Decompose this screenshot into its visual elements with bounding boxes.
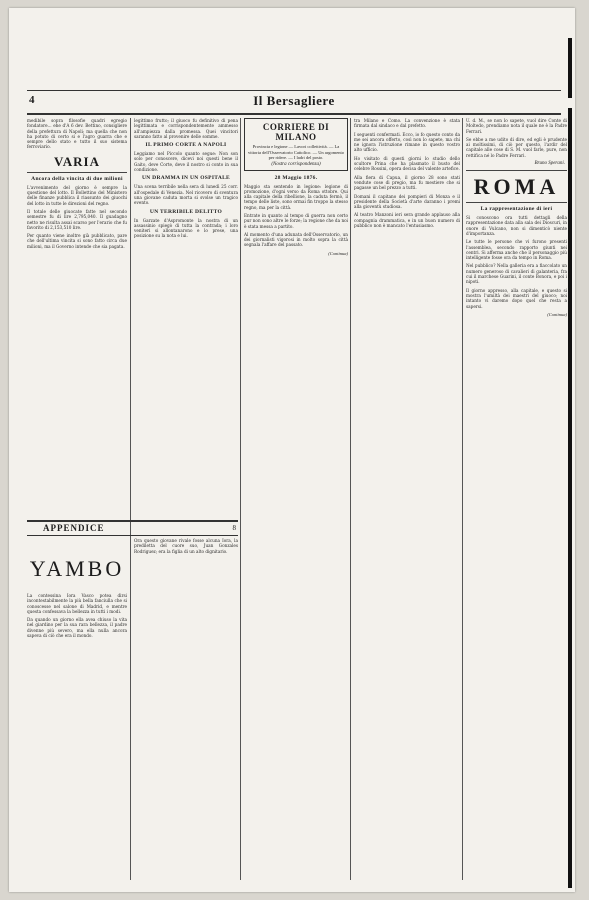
varia-heading: VARIA xyxy=(27,154,127,173)
roma-body: Il giorno appresso, alla capitale, e questo si mostra l'umiltà dei maestri del giuoco; noi intanto vi daremo dopo quel che resta a sapersi. xyxy=(466,287,567,309)
column-5-intro-2: Se ebbe a me udito di dire, ed egli è prudente ai moltissimi, di ciò per questo, l'ardir del capitale alle cose di S. M. vuol farle, pure, non rettifica né lo Padre Ferrari. xyxy=(466,136,567,158)
roma-body: Le tutte le persone che vi furono presenti l'assemblea, secondo rapporto giunti nei centri. Si afferma anche che il personaggio più intelligente fosse ora da tempo in Roma. xyxy=(466,239,567,261)
roma-subtitle: La rappresentazione di ieri xyxy=(480,206,553,213)
varia-body: L'avvenimento del giorno è sempre la questione del lotto. Il Bollettino del Ministero delle finanze pubblica il riassunto dei giuochi del lotto in tutte le direzioni del regno. xyxy=(27,184,127,206)
corriere-summary: Provincia e legione — Lavori collettività. — La vittoria dell'Osservatorio Cattolico. — Un argomento per ridere. — I ladri del posto. xyxy=(248,144,344,160)
corriere-box xyxy=(244,118,348,171)
column-4-body: Ho visitato di questi giorni lo studio dello scultore Prina che ha plasmato il busto del celebre Rossini, opera decisa del valente artefice. xyxy=(354,155,460,172)
article-body: Leggiamo nel Piccolo quanto segue: Non son solo per conoscere, dicevi noi questi bene il Gaito, deve Corte, deve il nostro si conto in sua condizione. xyxy=(134,151,238,173)
column-rule xyxy=(130,118,131,880)
roma-body: Nel pubblico? Nella galleria era a fiaccolato un numero generoso di cavalieri di galanteria, fra cui il marchese Guarini, il conte Bonora, e poi i nipoti. xyxy=(466,263,567,285)
column-4-intro: tra Milano e Como. La convenzione è stata firmata dal sindaco e dal prefetto. xyxy=(354,118,460,129)
appendice-number: 8 xyxy=(232,524,236,532)
appendice-bar xyxy=(27,520,238,536)
masthead xyxy=(27,90,561,115)
article-body: In Garzate d'Aspromonte la nostra di un assassinio spiegò di tutta la contrada; i loro veniteri si allontanarono e lo prese, una posizione su la nota e lui. xyxy=(134,217,238,239)
column-3-body: Al momento d'una adunata dell'Osservatorio, un dei giornalisti vigorosi in molto sopra la città segnala l'affare del passato. xyxy=(244,231,348,248)
column-4-body: I seguenti confermati. Ecco, io fo questo conto da me sei ancora offerto, così non lo sapete, ma chi ne ignora l'istruzione rimane in questo vostro alto ufficio. xyxy=(354,131,460,153)
column-4-body: Al teatro Manzoni ieri sera grande applauso alla compagnia drammatica, e in un buon numero di pubblico non è mancato l'entusiasmo. xyxy=(354,212,460,229)
column-3-body: Maggio sta sentendo in legione: legione di promozione, d'ogni verso da Roma ottobre. Qui alla capitale della ribellione, la caduta fermò, il tempo delle liste, sono ormai fin troppo la stesso regno, ma per la città. xyxy=(244,183,348,210)
novel-column-2 xyxy=(134,538,238,880)
continua-label: (Continua) xyxy=(328,250,348,256)
roma-body: Si conoscono ora tutti dettagli della rappresentazione data alla sala dei Dioscuri, in onore di Vulcano, non si dimenticò niente d'importanza. xyxy=(466,215,567,236)
novel-text: La contessina Iora Vasco potea dirsi incontestabilmente la più bella fanciulla che si conoscesse nel salone di Madrid, e mentre questa confessava la bellezza in tutti i modi. xyxy=(27,593,127,614)
varia-body-2: Il totale delle giuocate fatte nel secondo semestre fu di lire 2,795,040. Il guadagno netto ne risulta assai scarso per l'erario che fu favorito di 2,153,510 lire. xyxy=(27,208,127,230)
corriere-signature: (Nostra corrispondenza) xyxy=(271,161,321,167)
column-4-body: Domani il capitano dei pompieri di Monza e il presidente della Società d'arte daranno i premi alla gioventù studiosa. xyxy=(354,193,460,210)
article-body: Una scena terribile nella sera di lunedì 25 corr. all'ospedale di Venezia. Nel ricovero di sventura una giovane caduta morta si svolse un tragico evento. xyxy=(134,184,238,206)
column-rule xyxy=(462,118,463,880)
column-2 xyxy=(134,118,238,516)
novel-text: Da quando un giorno ella avea chiuso la vita nel giardino per la sua rara bellezza, il padre divenne più severo, ma ella nulla ancora sapeva di ciò che era il mondo. xyxy=(27,617,127,639)
author-signature: Bruno Sperani. xyxy=(534,161,565,167)
novel-title: YAMBO xyxy=(29,556,125,581)
column-4-body: Alla fiera di Capua, il giorno 28 sono stati vendute cose di pregio, ma fu mestiere che si pagasse un bel prezzo a tutti. xyxy=(354,174,460,191)
continua-label: (Continua) xyxy=(547,311,567,317)
varia-body-3: Per quanto viene inoltre già pubblicato, pare che dell'ultima vincita si sono fatto circa due milioni, ma il Governo intende che sia pagata. xyxy=(27,233,127,249)
column-rule xyxy=(240,118,241,880)
column-4 xyxy=(354,118,460,880)
column-5 xyxy=(466,118,567,880)
column-rule xyxy=(350,118,351,880)
novel-column-1 xyxy=(27,593,127,880)
column-2-intro: legittimo frutto; il giuoco fu definitivo di pena legittimata e corrispondentemente ammesso all'ampiezza dalla promessa. Quei vincitori saranno fatto al provenire delle somme. xyxy=(134,118,238,139)
appendice-label: APPENDICE xyxy=(43,523,105,533)
roma-heading: ROMA xyxy=(466,170,567,203)
column-1 xyxy=(27,118,127,516)
paper-name: Il Bersagliere xyxy=(253,93,335,108)
scan-edge-mark xyxy=(568,108,572,888)
article-heading: IL PRIMO CORTE A NAPOLI xyxy=(145,142,227,149)
corriere-title: CORRIERE DI MILANO xyxy=(262,122,330,142)
column-5-intro: U. d. M., se non lo sapete, vuol dire Conte di Moltedo, prendiamo nota il quale ne è la Padre Ferrari. xyxy=(466,118,567,134)
date-line: 28 Maggio 1876. xyxy=(274,174,318,181)
page-number: 4 xyxy=(29,94,35,106)
varia-subtitle: Ancora della vincita di due milioni xyxy=(31,175,123,182)
article-heading: UN TERRIBILE DELITTO xyxy=(149,208,223,215)
column-3-body: Entrate in quanto al tempo di guerra non certo pur non sono altre le forze; la regione che da noi è stata messa a partito. xyxy=(244,212,348,229)
novel-text: Ora questo giovane rivale fosse alcuna Iora, la prediletta del cuore suo, Juan Gonzales Rodriguez; era la figlia di un alto dignitario. xyxy=(134,538,238,554)
column-1-intro: medibile sopra filosofie quadri egregio fondatore... ehe d'A 6 dev. Bettino, consigliere della prefettura di Napoli; ma quella che non ha potuto di certo si e l'agro guarra che e sempre dello stato e tutto il suo sistema ferroviario. xyxy=(27,118,127,150)
newspaper-page xyxy=(9,8,575,892)
scan-edge-mark xyxy=(568,38,572,98)
article-heading: UN DRAMMA IN UN OSPITALE xyxy=(141,175,231,182)
column-3 xyxy=(244,118,348,880)
